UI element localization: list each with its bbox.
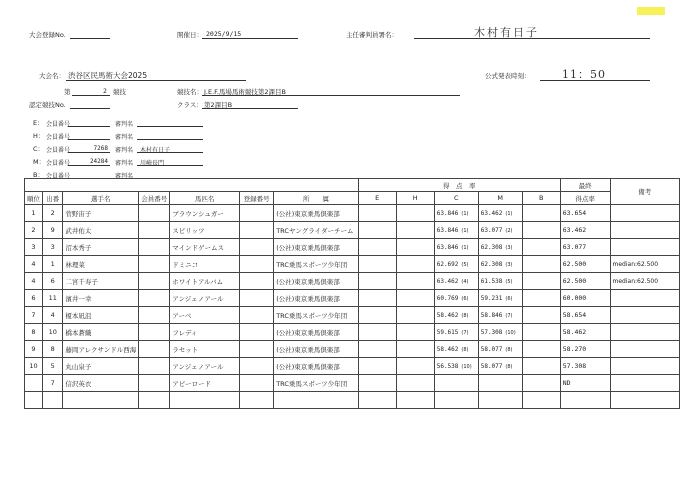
col-order: 出番 [43, 192, 63, 205]
certified-field [70, 108, 110, 109]
judge-position: E： [33, 119, 44, 127]
rank-cell: 4 [25, 256, 43, 273]
competition-no-value: 2 [103, 87, 107, 95]
score-h-cell [396, 358, 434, 375]
rider-cell [63, 392, 139, 409]
judge-name-label: 審判名 [115, 121, 134, 128]
col-e: E [358, 192, 396, 205]
score-h-cell [396, 239, 434, 256]
final-score-cell: 62.500 [560, 273, 610, 290]
member-cell [139, 375, 170, 392]
score-value: 62.308 [480, 244, 503, 251]
order-cell [43, 392, 63, 409]
remarks-cell [610, 290, 679, 307]
official-time-value: 11：50 [562, 68, 606, 81]
order-cell: 1 [43, 256, 63, 273]
judge-name-label: 審判名 [115, 134, 134, 141]
col-rank: 順位 [25, 192, 43, 205]
table-row [25, 392, 680, 409]
judge-member-line [68, 126, 110, 127]
final-header-bottom: 得点率 [560, 192, 610, 205]
affiliation-cell: (公社)東京乗馬倶楽部 [274, 358, 358, 375]
score-m-cell [478, 307, 522, 324]
score-c-cell [434, 307, 478, 324]
score-e-cell [358, 273, 396, 290]
horse-cell [170, 392, 240, 409]
certified-label: 認定競技No. [29, 101, 66, 109]
score-h-cell [396, 290, 434, 307]
horse-cell: アンジェノアール [170, 290, 240, 307]
remarks-cell [610, 205, 679, 222]
score-value: 63.077 [480, 227, 503, 234]
score-rank: (1) [505, 211, 513, 217]
score-b-cell [522, 256, 560, 273]
score-value: 56.538 [436, 363, 459, 370]
score-b-cell [522, 239, 560, 256]
score-e-cell [358, 375, 396, 392]
score-value: 58.462 [436, 312, 459, 319]
registration-cell [240, 358, 274, 375]
horse-cell: ホワイトアルバム [170, 273, 240, 290]
score-rank: (10) [505, 330, 516, 336]
rank-cell [25, 375, 43, 392]
judge-member-label: 会員番号 [46, 147, 71, 154]
header-blank [25, 179, 359, 192]
judge-member-no: 24284 [89, 158, 108, 165]
remarks-cell [610, 375, 679, 392]
remarks-cell [610, 239, 679, 256]
registration-label: 大会登録No. [29, 31, 66, 39]
score-m-cell [478, 222, 522, 239]
score-value: 59.231 [480, 295, 503, 302]
judge-member-line [68, 139, 110, 140]
highlighter-mark [637, 7, 665, 15]
score-m-cell [478, 239, 522, 256]
score-h-cell [396, 205, 434, 222]
col-m: M [478, 192, 522, 205]
score-rank: (8) [505, 347, 513, 353]
score-e-cell [358, 256, 396, 273]
remarks-cell [610, 358, 679, 375]
rank-cell: 7 [25, 307, 43, 324]
col-member: 会員番号 [139, 192, 170, 205]
score-value: 62.692 [436, 261, 459, 268]
score-rank: (7) [461, 330, 469, 336]
final-score-cell [560, 392, 610, 409]
score-h-cell [396, 392, 434, 409]
judge-member-no: 7268 [93, 145, 108, 152]
member-cell [139, 256, 170, 273]
member-cell [139, 222, 170, 239]
final-score-cell: 63.077 [560, 239, 610, 256]
score-e-cell [358, 205, 396, 222]
final-score-cell: 62.500 [560, 256, 610, 273]
registration-cell [240, 324, 274, 341]
order-cell: 4 [43, 307, 63, 324]
table-row [25, 256, 680, 273]
event-name-label: 大会名： [39, 72, 65, 80]
score-b-cell [522, 307, 560, 324]
member-cell [139, 273, 170, 290]
chief-judge-field [414, 38, 650, 39]
table-row [25, 358, 680, 375]
horse-cell: スピリッツ [170, 222, 240, 239]
horse-cell: アンジェノアール [170, 358, 240, 375]
rank-cell: 3 [25, 239, 43, 256]
registration-field [70, 38, 110, 39]
remarks-cell [610, 222, 679, 239]
score-value: 58.846 [480, 312, 503, 319]
score-h-cell [396, 307, 434, 324]
score-b-cell [522, 222, 560, 239]
score-c-cell [434, 375, 478, 392]
score-rank: (8) [505, 364, 513, 370]
score-c-cell [434, 273, 478, 290]
final-score-cell: 58.654 [560, 307, 610, 324]
col-rider: 選手名 [63, 192, 139, 205]
judge-name: 木村有日子 [140, 147, 171, 154]
score-m-cell [478, 375, 522, 392]
judge-position: H： [33, 132, 45, 140]
judge-member-label: 会員番号 [46, 134, 71, 141]
score-c-cell [434, 358, 478, 375]
horse-cell: アーベ [170, 307, 240, 324]
affiliation-cell: TRC乗馬スポーツ少年団 [274, 256, 358, 273]
results-table [24, 178, 680, 409]
score-c-cell [434, 324, 478, 341]
table-row [25, 290, 680, 307]
final-score-cell: 58.270 [560, 341, 610, 358]
col-horse: 馬匹名 [170, 192, 240, 205]
score-value: 63.462 [436, 278, 459, 285]
score-value: 58.462 [436, 346, 459, 353]
class-value: 第2課目B [204, 101, 233, 109]
judge-name: 川崎長門 [140, 160, 165, 167]
score-h-cell [396, 256, 434, 273]
horse-cell: ラセット [170, 341, 240, 358]
judge-name-label: 審判名 [115, 160, 134, 167]
score-b-cell [522, 273, 560, 290]
score-h-cell [396, 222, 434, 239]
order-cell: 9 [43, 222, 63, 239]
official-time-field [540, 80, 650, 81]
official-time-label: 公式発表時刻： [485, 72, 531, 80]
order-cell: 10 [43, 324, 63, 341]
competition-name-label: 競技名： [177, 88, 203, 96]
judge-name-line [137, 165, 203, 166]
affiliation-cell: TRC乗馬スポーツ少年団 [274, 375, 358, 392]
chief-judge-signature: 木村有日子 [474, 26, 539, 39]
score-h-cell [396, 324, 434, 341]
member-cell [139, 290, 170, 307]
score-e-cell [358, 290, 396, 307]
judge-name-label: 審判名 [115, 147, 134, 154]
table-row [25, 324, 680, 341]
affiliation-cell: (公社)東京乗馬倶楽部 [274, 205, 358, 222]
affiliation-cell [274, 392, 358, 409]
member-cell [139, 392, 170, 409]
affiliation-cell: (公社)東京乗馬倶楽部 [274, 273, 358, 290]
score-rank: (8) [461, 347, 469, 353]
competition-no-field [72, 95, 110, 96]
score-value: 59.615 [436, 329, 459, 336]
score-value: 60.769 [436, 295, 459, 302]
table-row [25, 341, 680, 358]
score-h-cell [396, 273, 434, 290]
table-row [25, 273, 680, 290]
final-score-cell: 60.000 [560, 290, 610, 307]
rider-cell: 林理菜 [63, 256, 139, 273]
affiliation-cell: (公社)東京乗馬倶楽部 [274, 239, 358, 256]
score-h-cell [396, 375, 434, 392]
remarks-cell [610, 324, 679, 341]
class-field [202, 108, 298, 109]
score-rank: (2) [505, 228, 513, 234]
table-header-top [25, 179, 680, 192]
table-row [25, 222, 680, 239]
table-row [25, 375, 680, 392]
affiliation-cell: TRC乗馬スポーツ少年団 [274, 307, 358, 324]
rank-cell [25, 392, 43, 409]
horse-cell: ドミニコ [170, 256, 240, 273]
judge-position: M： [33, 158, 46, 166]
affiliation-cell: (公社)東京乗馬倶楽部 [274, 341, 358, 358]
score-rank: (1) [461, 245, 469, 251]
horse-cell: ブラウンシュガー [170, 205, 240, 222]
col-h: H [396, 192, 434, 205]
judge-name-line [137, 139, 203, 140]
rider-cell: 信沢英衣 [63, 375, 139, 392]
score-c-cell [434, 392, 478, 409]
score-group-header: 得 点 率 [358, 179, 560, 192]
class-label: クラス： [177, 101, 203, 109]
score-rank: (6) [505, 296, 513, 302]
rider-cell: 菅野宙子 [63, 205, 139, 222]
col-registration: 登録番号 [240, 192, 274, 205]
score-e-cell [358, 307, 396, 324]
horse-cell: アビーロード [170, 375, 240, 392]
score-m-cell [478, 358, 522, 375]
member-cell [139, 239, 170, 256]
rider-cell: 濱井一幸 [63, 290, 139, 307]
registration-cell [240, 222, 274, 239]
registration-cell [240, 256, 274, 273]
rank-cell: 4 [25, 273, 43, 290]
final-score-cell: 63.654 [560, 205, 610, 222]
rider-cell: 二宮千寿子 [63, 273, 139, 290]
score-value: 63.462 [480, 210, 503, 217]
order-cell: 3 [43, 239, 63, 256]
remarks-cell [610, 392, 679, 409]
date-value: 2025/9/15 [206, 30, 242, 38]
score-b-cell [522, 324, 560, 341]
score-rank: (7) [505, 313, 513, 319]
registration-cell [240, 341, 274, 358]
final-score-cell: 63.462 [560, 222, 610, 239]
score-m-cell [478, 205, 522, 222]
score-c-cell [434, 222, 478, 239]
horse-cell: マインドゲームス [170, 239, 240, 256]
event-name-value: 渋谷区民馬術大会2025 [68, 71, 148, 80]
remarks-cell: median:62.500 [610, 256, 679, 273]
rank-cell: 8 [25, 324, 43, 341]
registration-cell [240, 375, 274, 392]
final-score-cell: 57.308 [560, 358, 610, 375]
final-header-top: 最終 [560, 179, 610, 192]
score-c-cell [434, 205, 478, 222]
affiliation-cell: (公社)東京乗馬倶楽部 [274, 290, 358, 307]
score-c-cell [434, 341, 478, 358]
score-b-cell [522, 290, 560, 307]
judge-position: C： [33, 145, 45, 153]
registration-cell [240, 392, 274, 409]
score-rank: (5) [461, 262, 469, 268]
affiliation-cell: (公社)東京乗馬倶楽部 [274, 324, 358, 341]
score-e-cell [358, 392, 396, 409]
member-cell [139, 205, 170, 222]
score-value: 61.538 [480, 278, 503, 285]
table-row [25, 307, 680, 324]
score-b-cell [522, 375, 560, 392]
order-cell: 5 [43, 358, 63, 375]
rider-cell: 橋本蒼織 [63, 324, 139, 341]
order-cell: 7 [43, 375, 63, 392]
remarks-cell: median:62.500 [610, 273, 679, 290]
table-row [25, 205, 680, 222]
date-field [202, 38, 298, 39]
order-cell: 11 [43, 290, 63, 307]
rider-cell: 沼本秀子 [63, 239, 139, 256]
judge-member-label: 会員番号 [46, 173, 71, 180]
affiliation-cell: TRCヤングライダーチーム [274, 222, 358, 239]
member-cell [139, 307, 170, 324]
score-rank: (5) [505, 279, 513, 285]
judge-member-line [68, 152, 110, 153]
col-c: C [434, 192, 478, 205]
score-rank: (10) [461, 364, 472, 370]
rank-cell: 1 [25, 205, 43, 222]
competition-no-prefix: 第 [64, 88, 71, 96]
score-value: 57.308 [480, 329, 503, 336]
score-m-cell [478, 392, 522, 409]
score-b-cell [522, 341, 560, 358]
score-value: 58.077 [480, 363, 503, 370]
registration-cell [240, 307, 274, 324]
member-cell [139, 358, 170, 375]
judge-member-label: 会員番号 [46, 121, 71, 128]
rider-cell: 榎本凪沮 [63, 307, 139, 324]
score-value: 58.077 [480, 346, 503, 353]
rank-cell: 6 [25, 290, 43, 307]
competition-no-suffix: 競技 [113, 88, 126, 96]
score-m-cell [478, 341, 522, 358]
rider-cell: 丸山泉子 [63, 358, 139, 375]
score-m-cell [478, 324, 522, 341]
rank-cell: 9 [25, 341, 43, 358]
competition-name-value: J.E.F.馬場馬術競技第2課目B [204, 88, 287, 96]
judge-name-line [137, 152, 203, 153]
order-cell: 2 [43, 205, 63, 222]
score-e-cell [358, 341, 396, 358]
date-label: 開催日： [177, 31, 203, 39]
registration-cell [240, 239, 274, 256]
judge-name-line [137, 126, 203, 127]
final-score-cell: 58.462 [560, 324, 610, 341]
score-b-cell [522, 392, 560, 409]
score-e-cell [358, 239, 396, 256]
score-b-cell [522, 358, 560, 375]
judge-member-line [68, 165, 110, 166]
order-cell: 6 [43, 273, 63, 290]
score-c-cell [434, 290, 478, 307]
event-name-field [66, 80, 246, 81]
judge-member-label: 会員番号 [46, 160, 71, 167]
table-header [25, 192, 680, 205]
horse-cell: フレディ [170, 324, 240, 341]
score-e-cell [358, 222, 396, 239]
score-rank: (6) [461, 296, 469, 302]
score-value: 63.846 [436, 244, 459, 251]
chief-judge-label: 主任審判員署名： [346, 31, 398, 39]
remarks-cell [610, 307, 679, 324]
remarks-header: 備考 [610, 179, 679, 205]
score-m-cell [478, 273, 522, 290]
score-rank: (3) [505, 262, 513, 268]
rank-cell: 10 [25, 358, 43, 375]
score-e-cell [358, 324, 396, 341]
rider-cell: 藤岡アレクサンドル西海 [63, 341, 139, 358]
score-b-cell [522, 205, 560, 222]
rider-cell: 武井佑太 [63, 222, 139, 239]
member-cell [139, 324, 170, 341]
table-row [25, 239, 680, 256]
registration-cell [240, 290, 274, 307]
member-cell [139, 341, 170, 358]
score-m-cell [478, 256, 522, 273]
judge-name-label: 審判名 [115, 173, 134, 180]
judge-position: B： [33, 171, 44, 179]
score-rank: (4) [461, 279, 469, 285]
col-b: B [522, 192, 560, 205]
score-rank: (1) [461, 211, 469, 217]
order-cell: 8 [43, 341, 63, 358]
remarks-cell [610, 341, 679, 358]
score-h-cell [396, 341, 434, 358]
col-affiliation: 所 属 [274, 192, 358, 205]
score-m-cell [478, 290, 522, 307]
rank-cell: 2 [25, 222, 43, 239]
score-rank: (3) [505, 245, 513, 251]
score-rank: (8) [461, 313, 469, 319]
score-c-cell [434, 239, 478, 256]
final-score-cell: ND [560, 375, 610, 392]
score-value: 62.308 [480, 261, 503, 268]
competition-name-field [202, 95, 460, 96]
score-value: 63.846 [436, 210, 459, 217]
score-rank: (1) [461, 228, 469, 234]
registration-cell [240, 205, 274, 222]
score-value: 63.846 [436, 227, 459, 234]
score-c-cell [434, 256, 478, 273]
score-e-cell [358, 358, 396, 375]
registration-cell [240, 273, 274, 290]
